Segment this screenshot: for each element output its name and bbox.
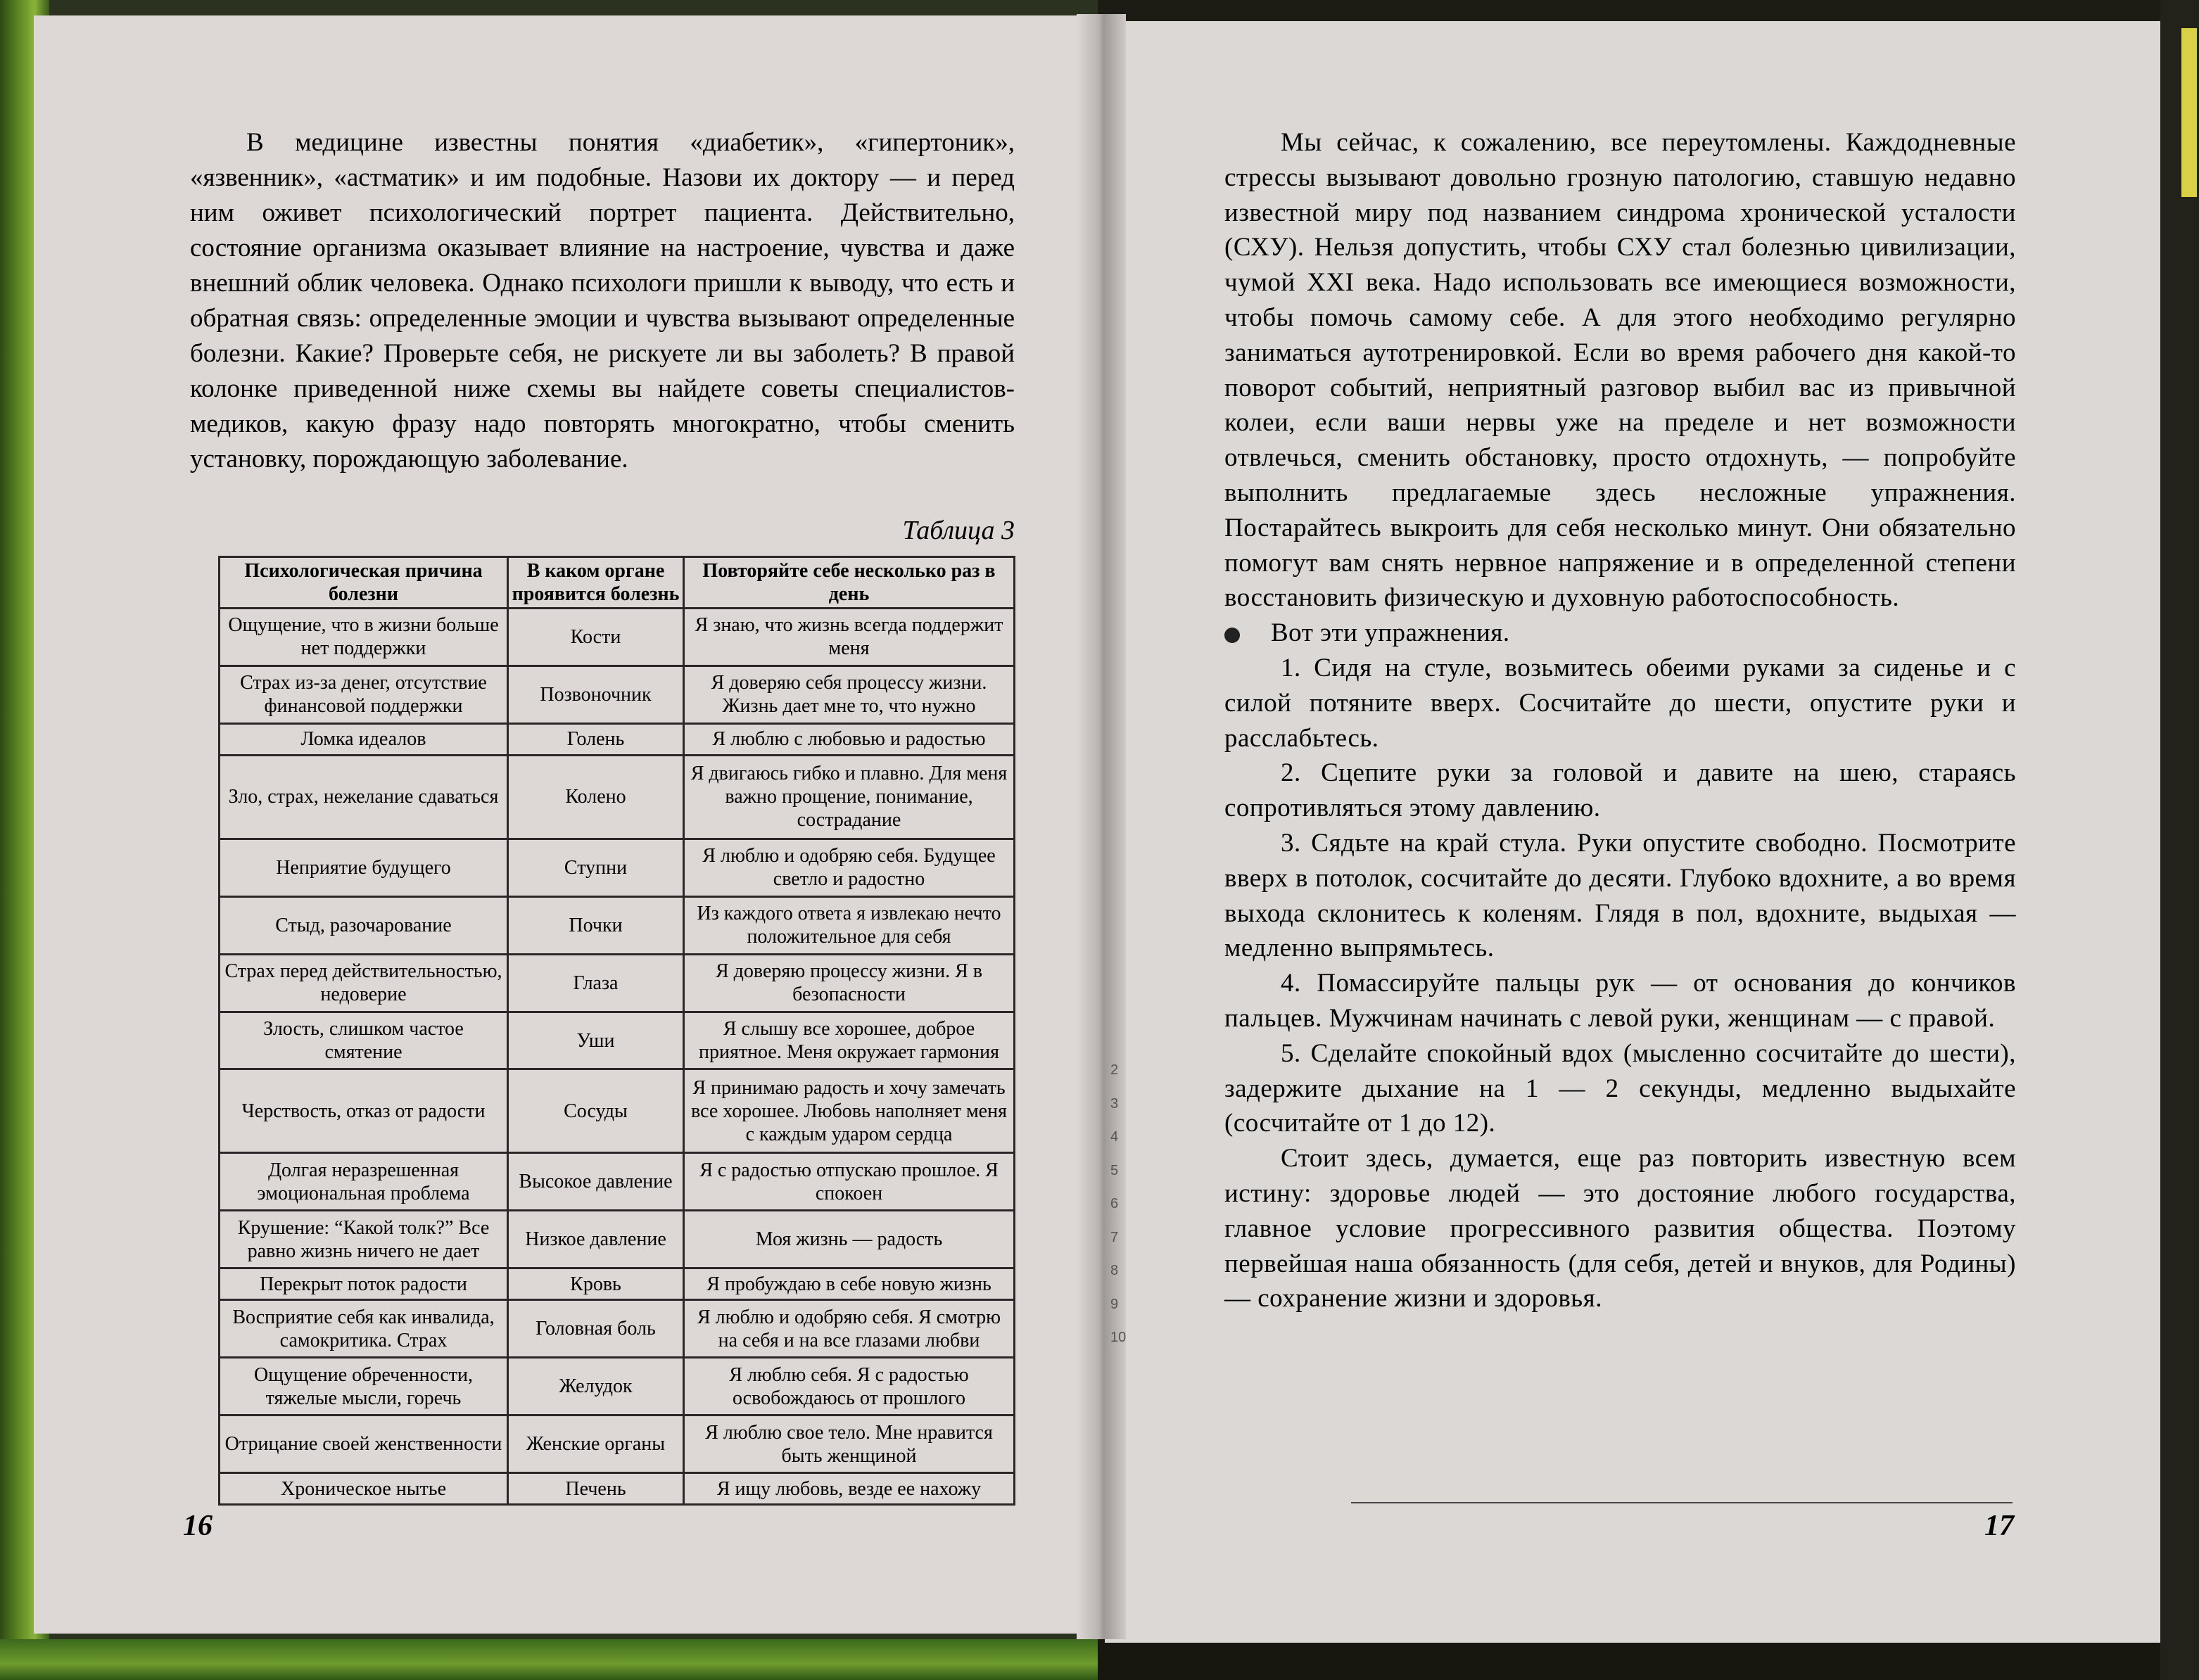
table-row bbox=[220, 723, 1015, 755]
symptoms-table bbox=[218, 556, 1015, 1506]
organ-cell: Глаза bbox=[508, 954, 684, 1012]
background-edge-right bbox=[2160, 0, 2199, 1680]
table-row bbox=[220, 839, 1015, 896]
affirmation-cell: Я люблю свое тело. Мне нравится быть женщиной bbox=[684, 1415, 1015, 1473]
page-number-left: 16 bbox=[183, 1510, 213, 1542]
exercise-item: 1. Сидя на стуле, возьмитесь обеими руками за сиденье и с силой потяните вверх. Сосчитайте до шести, опустите руки и расслабьтесь. bbox=[1224, 653, 2016, 753]
affirmation-cell: Моя жизнь — радость bbox=[684, 1211, 1015, 1268]
table-row bbox=[220, 1211, 1015, 1268]
organ-cell: Кости bbox=[508, 609, 684, 666]
bullet-icon bbox=[1224, 628, 1240, 643]
organ-cell: Ступни bbox=[508, 839, 684, 896]
cause-cell: Долгая неразрешенная эмоциональная проблема bbox=[220, 1153, 508, 1211]
margin-number: 3 bbox=[1110, 1095, 1119, 1112]
header-cause: Психологическая причина болезни bbox=[220, 557, 508, 609]
exercises-heading bbox=[1224, 616, 2016, 651]
affirmation-cell: Я пробуждаю в себе новую жизнь bbox=[684, 1268, 1015, 1300]
margin-number: 5 bbox=[1110, 1162, 1119, 1178]
intro-paragraph: Мы сейчас, к сожалению, все переутомлены. Каждодневные стрессы вызывают довольно грозную патологию, ставшую недавно известной миру под названием синдрома хронической усталости (СХУ). Нельзя допустить, чтобы СХУ стал болезнью цивилизации, чумой XXI века. Надо использовать все имеющиеся возможности, чтобы помочь самому себе. А для этого необходимо регулярно заниматься аутотренировкой. Если во время рабочего дня какой-то поворот событий, неприятный разговор выбил вас из привычной колеи, если ваши нервы уже на пределе и нет возможности отвлечься, сменить обстановку, просто отдохнуть, — попробуйте выполнить предлагаемые здесь несложные упражнения. Постарайтесь выкроить для себя несколько минут. Они обязательно помогут вам снять нервное напряжение и в определенной степени восстановить физическую и духовную работоспособность. bbox=[1224, 128, 2016, 613]
exercise-item: 2. Сцепите руки за головой и давите на шею, стараясь сопротивляться этому давлению. bbox=[1224, 758, 2016, 823]
cause-cell: Страх из-за денег, отсутствие финансовой поддержки bbox=[220, 666, 508, 723]
organ-cell: Печень bbox=[508, 1473, 684, 1505]
book-gutter bbox=[1077, 14, 1126, 1639]
margin-number: 8 bbox=[1110, 1263, 1119, 1278]
affirmation-cell: Я люблю с любовью и радостью bbox=[684, 723, 1015, 755]
organ-cell: Высокое давление bbox=[508, 1153, 684, 1211]
cause-cell: Стыд, разочарование bbox=[220, 896, 508, 954]
cause-cell: Черствость, отказ от радости bbox=[220, 1069, 508, 1153]
affirmation-cell: Я двигаюсь гибко и плавно. Для меня важно прощение, понимание, сострадание bbox=[684, 755, 1015, 839]
table-row bbox=[220, 1069, 1015, 1153]
margin-number: 9 bbox=[1110, 1296, 1119, 1312]
table-header-row bbox=[220, 557, 1015, 609]
cause-cell: Ощущение, что в жизни больше нет поддержки bbox=[220, 609, 508, 666]
table-row bbox=[220, 1153, 1015, 1211]
affirmation-cell: Я доверяю себя процессу жизни. Жизнь дает мне то, что нужно bbox=[684, 666, 1015, 723]
table-row bbox=[220, 609, 1015, 666]
cause-cell: Крушение: “Какой толк?” Все равно жизнь ничего не дает bbox=[220, 1211, 508, 1268]
cause-cell: Хроническое нытье bbox=[220, 1473, 508, 1505]
margin-number: 2 bbox=[1110, 1062, 1119, 1078]
background-edge-bottom-right bbox=[1098, 1639, 2199, 1680]
cause-cell: Ощущение обреченности, тяжелые мысли, горечь bbox=[220, 1358, 508, 1415]
table-row bbox=[220, 1415, 1015, 1473]
table-row bbox=[220, 755, 1015, 839]
margin-number: 7 bbox=[1110, 1229, 1119, 1245]
right-page-text bbox=[1224, 125, 2016, 1316]
margin-number: 6 bbox=[1110, 1196, 1119, 1211]
organ-cell: Голень bbox=[508, 723, 684, 755]
table-body bbox=[220, 609, 1015, 1505]
header-organ: В каком органе проявится болезнь bbox=[508, 557, 684, 609]
organ-cell: Сосуды bbox=[508, 1069, 684, 1153]
organ-cell: Головная боль bbox=[508, 1300, 684, 1358]
cause-cell: Страх перед действительностью, недоверие bbox=[220, 954, 508, 1012]
table-row bbox=[220, 1012, 1015, 1069]
organ-cell: Желудок bbox=[508, 1358, 684, 1415]
organ-cell: Колено bbox=[508, 755, 684, 839]
cause-cell: Ломка идеалов bbox=[220, 723, 508, 755]
affirmation-cell: Я люблю и одобряю себя. Я смотрю на себя и на все глазами любви bbox=[684, 1300, 1015, 1358]
cause-cell: Зло, страх, нежелание сдаваться bbox=[220, 755, 508, 839]
left-intro-paragraph: В медицине известны понятия «диабетик», «гипертоник», «язвенник», «астматик» и им подобные. Назови их доктору — и перед ним оживет психологический портрет пациента. Действительно, состояние организма оказывает влияние на настроение, чувства и даже внешний облик человека. Однако психологи пришли к выводу, что есть и обратная связь: определенные эмоции и чувства вызывают определенные болезни. Какие? Проверьте себя, не рискуете ли вы заболеть? В правой колонке приведенной ниже схемы вы найдете советы специалистов-медиков, какую фразу надо повторять многократно, чтобы сменить установку, порождающую заболевание. bbox=[190, 128, 1015, 473]
affirmation-cell: Из каждого ответа я извлекаю нечто положительное для себя bbox=[684, 896, 1015, 954]
background-edge-top-right bbox=[1098, 0, 2199, 21]
cause-cell: Восприятие себя как инвалида, самокритика. Страх bbox=[220, 1300, 508, 1358]
affirmation-cell: Я доверяю процессу жизни. Я в безопасности bbox=[684, 954, 1015, 1012]
page-number-right: 17 bbox=[1984, 1510, 2014, 1542]
margin-number: 4 bbox=[1110, 1129, 1119, 1145]
cover-edge-yellow-strip bbox=[2181, 28, 2197, 197]
affirmation-cell: Я знаю, что жизнь всегда поддержит меня bbox=[684, 609, 1015, 666]
cover-edge-bottom bbox=[0, 1639, 1098, 1680]
cause-cell: Отрицание своей женственности bbox=[220, 1415, 508, 1473]
header-affirmation: Повторяйте себе несколько раз в день bbox=[684, 557, 1015, 609]
organ-cell: Кровь bbox=[508, 1268, 684, 1300]
organ-cell: Низкое давление bbox=[508, 1211, 684, 1268]
cause-cell: Перекрыт поток радости bbox=[220, 1268, 508, 1300]
affirmation-cell: Я ищу любовь, везде ее нахожу bbox=[684, 1473, 1015, 1505]
margin-numbers bbox=[1110, 1062, 1126, 1363]
table-row bbox=[220, 1473, 1015, 1505]
exercises-heading-text: Вот эти упражнения. bbox=[1271, 618, 1510, 648]
table-row bbox=[220, 954, 1015, 1012]
table-caption: Таблица 3 bbox=[902, 516, 1015, 545]
organ-cell: Уши bbox=[508, 1012, 684, 1069]
organ-cell: Позвоночник bbox=[508, 666, 684, 723]
cause-cell: Злость, слишком частое смятение bbox=[220, 1012, 508, 1069]
exercise-item: 4. Помассируйте пальцы рук — от основания до кончиков пальцев. Мужчинам начинать с левой руки, женщинам — с правой. bbox=[1224, 969, 2016, 1033]
affirmation-cell: Я с радостью отпускаю прошлое. Я спокоен bbox=[684, 1153, 1015, 1211]
cause-cell: Неприятие будущего bbox=[220, 839, 508, 896]
table-row bbox=[220, 896, 1015, 954]
affirmation-cell: Я принимаю радость и хочу замечать все хорошее. Любовь наполняет меня с каждым ударом сердца bbox=[684, 1069, 1015, 1153]
table-row bbox=[220, 1268, 1015, 1300]
affirmation-cell: Я люблю себя. Я с радостью освобождаюсь от прошлого bbox=[684, 1358, 1015, 1415]
exercise-item: 5. Сделайте спокойный вдох (мысленно сосчитайте до шести), задержите дыхание на 1 — 2 секунды, медленно выдыхайте (сосчитайте от 1 до 12). bbox=[1224, 1038, 2016, 1138]
margin-number: 10 bbox=[1110, 1330, 1127, 1345]
table-row bbox=[220, 666, 1015, 723]
exercise-item: 3. Сядьте на край стула. Руки опустите свободно. Посмотрите вверх в потолок, сосчитайте до десяти. Глубоко вдохните, а во время выхода склонитесь к коленям. Глядя в пол, вдохните, выдыхая — медленно выпрямьтесь. bbox=[1224, 828, 2016, 963]
footer-rule bbox=[1351, 1502, 2013, 1503]
affirmation-cell: Я люблю и одобряю себя. Будущее светло и радостно bbox=[684, 839, 1015, 896]
organ-cell: Женские органы bbox=[508, 1415, 684, 1473]
organ-cell: Почки bbox=[508, 896, 684, 954]
table-row bbox=[220, 1358, 1015, 1415]
affirmation-cell: Я слышу все хорошее, доброе приятное. Меня окружает гармония bbox=[684, 1012, 1015, 1069]
table-row bbox=[220, 1300, 1015, 1358]
closing-paragraph: Стоит здесь, думается, еще раз повторить известную всем истину: здоровье людей — это достояние любого государства, главное условие прогрессивного развития общества. Поэтому первейшая наша обязанность (для себя, детей и внуков, для Родины) — сохранение жизни и здоровья. bbox=[1224, 1144, 2016, 1313]
